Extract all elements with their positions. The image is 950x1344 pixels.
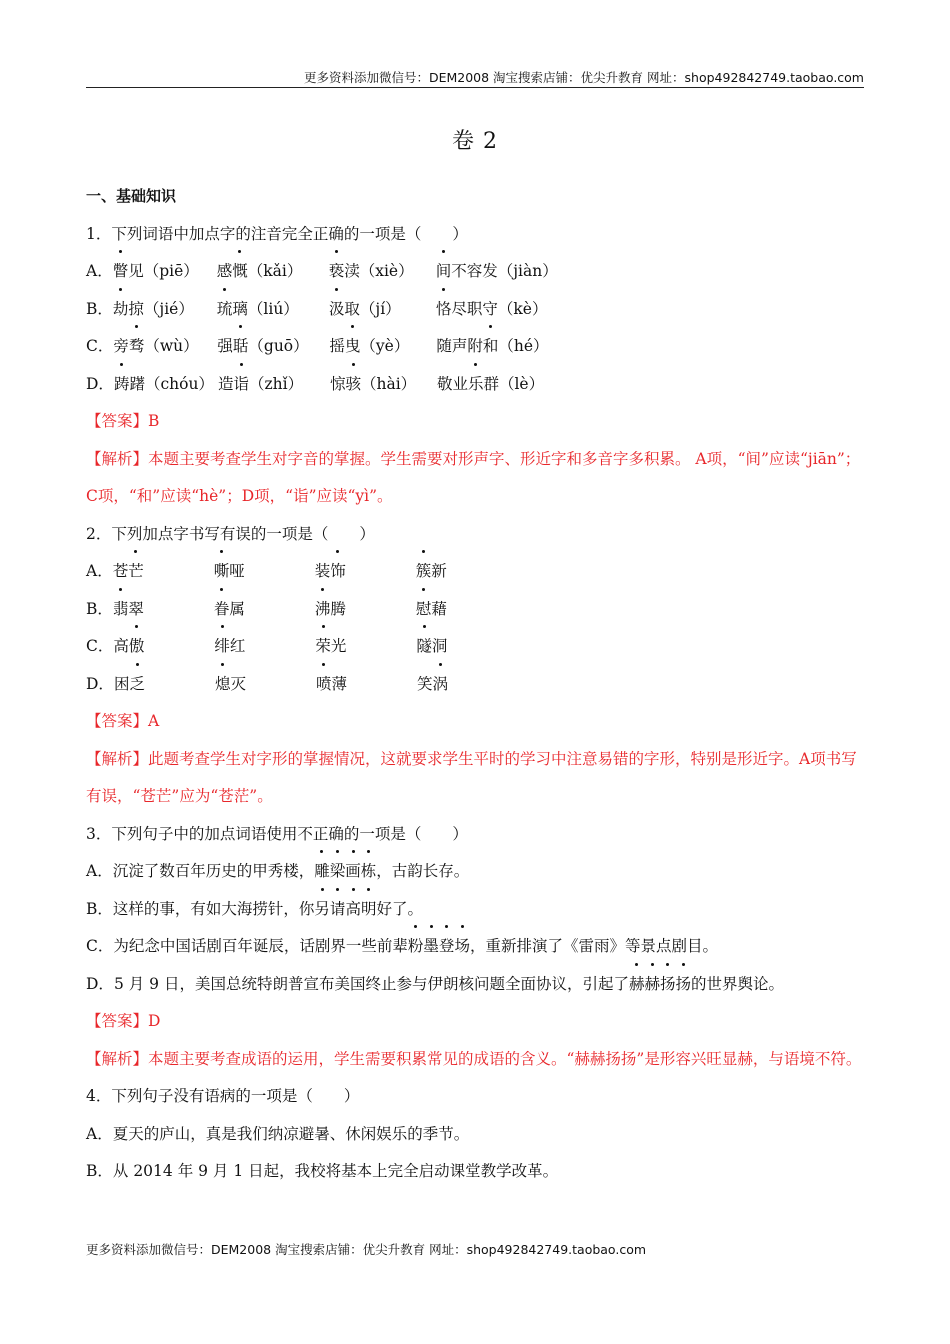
question-4-option-b: B．从 2014 年 9 月 1 日起，我校将基本上完全启动课堂教学改革。 xyxy=(86,1162,559,1180)
question-1-analysis: 【解析】本题主要考查学生对字音的掌握。学生需要对形声字、形近字和多音字多积累。 A项，“间”应读“jiān”；C项，“和”应读“hè”；D项，“诣”应读“yì”。 xyxy=(86,449,861,505)
question-3-stem: 3．下列句子中的加点词语使用不正确的一项是（ ） xyxy=(86,824,468,843)
header-divider xyxy=(86,87,864,88)
page-header: 更多资料添加微信号：DEM2008 淘宝搜索店铺：优尖升教育 网址：shop492842749.taobao.com xyxy=(303,70,864,85)
question-3-answer: 【答案】D xyxy=(86,1012,161,1030)
question-1-option-a: A．瞥见（piē） 感慨（kǎi） 亵渎（xiè） 间不容发（jiàn） xyxy=(86,253,864,291)
question-2-option-d: D．困乏 熄灭 喷薄 笑涡 xyxy=(86,666,864,704)
question-1-option-d: D．踌躇（chóu） 造诣（zhǐ） 惊骇（hài） 敬业乐群（lè） xyxy=(86,366,864,404)
question-2-option-b: B．翡翠 眷属 沸腾 慰藉 xyxy=(86,591,864,629)
question-3-option-c: C．为纪念中国话剧百年诞辰，话剧界一些前辈粉墨登场，重新排演了《雷雨》等景点剧目。 xyxy=(86,928,864,966)
question-4-stem: 4．下列句子没有语病的一项是（ ） xyxy=(86,1087,360,1105)
section-heading: 一、基础知识 xyxy=(86,187,177,205)
question-3-analysis: 【解析】本题主要考查成语的运用，学生需要积累常见的成语的含义。“赫赫扬扬”是形容兴旺显赫，与语境不符。 xyxy=(86,1049,862,1068)
question-3-option-b: B．这样的事，有如大海捞针，你另请高明好了。 xyxy=(86,891,864,929)
page-title: 卷 2 xyxy=(452,129,498,154)
question-2-answer: 【答案】A xyxy=(86,712,160,730)
question-2-analysis: 【解析】此题考查学生对字形的掌握情况，这就要求学生平时的学习中注意易错的字形，特别是形近字。A项书写有误，“苍芒”应为“苍茫”。 xyxy=(86,749,857,805)
question-1-option-c: C．旁骛（wù） 强聒（guō） 摇曳（yè） 随声附和（hé） xyxy=(86,328,864,366)
question-2-stem: 2．下列加点字书写有误的一项是（ ） xyxy=(86,524,375,543)
question-3-option-d: D．5 月 9 日，美国总统特朗普宣布美国终止参与伊朗核问题全面协议，引起了赫赫扬扬的世界舆论。 xyxy=(86,966,864,1004)
question-3-option-a: A．沉淀了数百年历史的甲秀楼，雕梁画栋，古韵长存。 xyxy=(86,853,864,891)
question-2-option-a: A．苍芒 嘶哑 装饰 簇新 xyxy=(86,553,864,591)
question-1-answer: 【答案】B xyxy=(86,412,160,430)
question-1-option-b: B．劫掠（jié） 琉璃（liú） 汲取（jí） 恪尽职守（kè） xyxy=(86,291,864,329)
page-footer: 更多资料添加微信号：DEM2008 淘宝搜索店铺：优尖升教育 网址：shop492842749.taobao.com xyxy=(86,1242,647,1257)
question-1-stem: 1．下列词语中加点字的注音完全正确的一项是（ ） xyxy=(86,224,468,243)
document-body xyxy=(86,178,864,1191)
question-2-option-c: C．高傲 绯红 荣光 隧洞 xyxy=(86,628,864,666)
question-4-option-a: A．夏天的庐山，真是我们纳凉避暑、休闲娱乐的季节。 xyxy=(86,1124,470,1143)
